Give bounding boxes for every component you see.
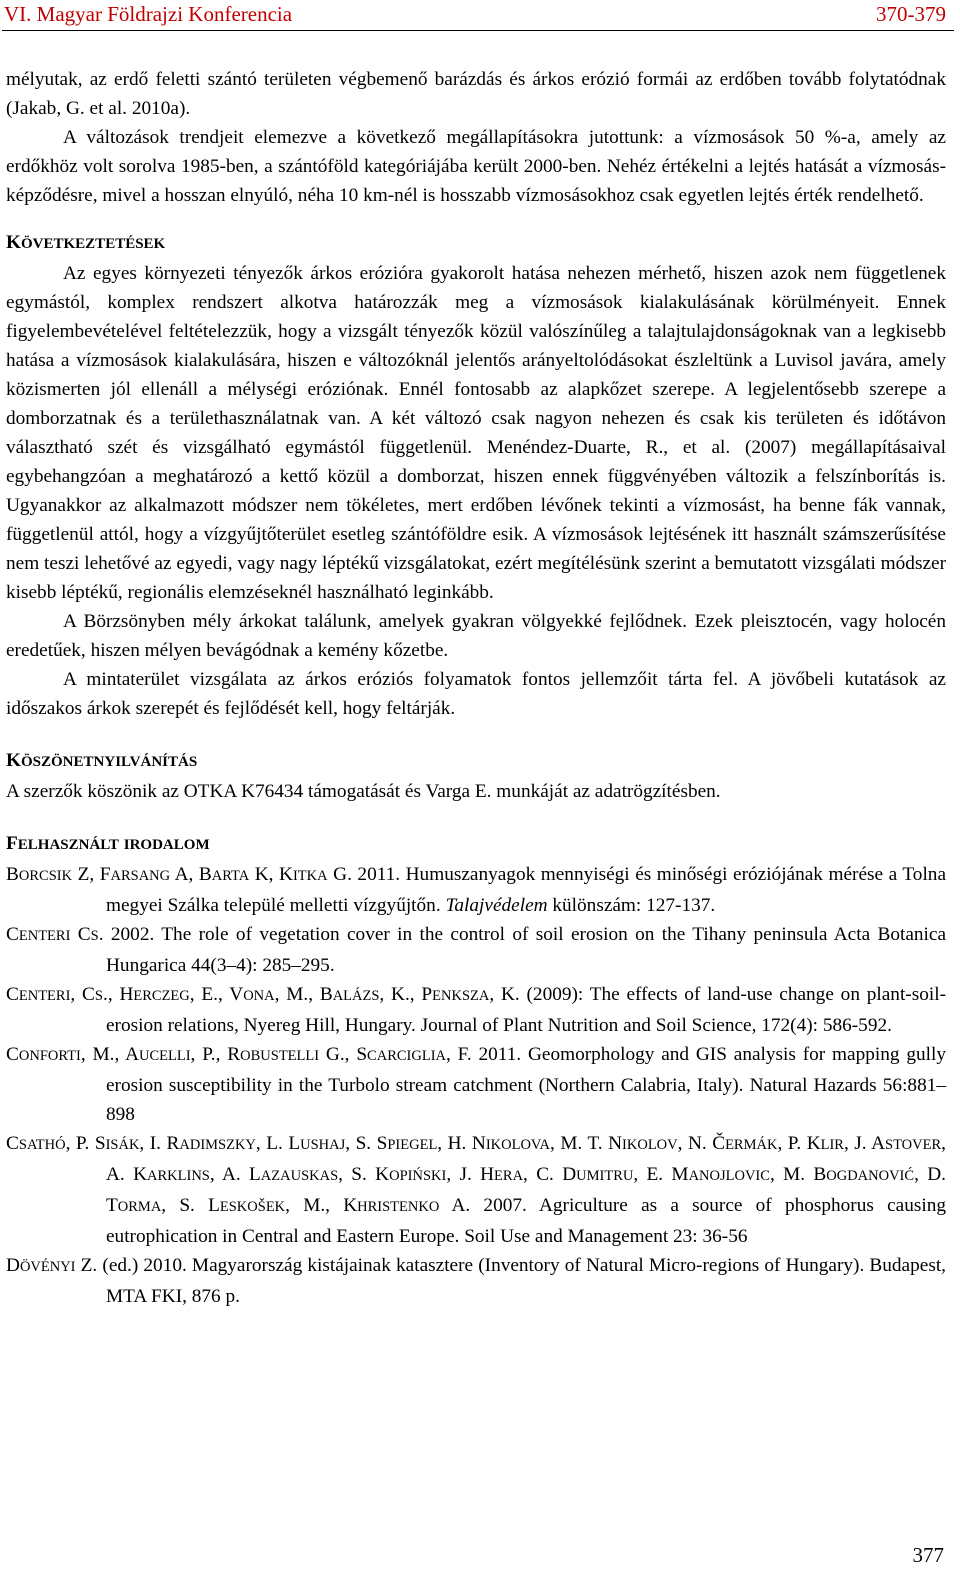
paragraph: A Börzsönyben mély árkokat találunk, amelyek gyakran völgyekké fejlődnek. Ezek pleisztocén, vagy holocén eredetűek, hiszen mélyen bevágódnak a kemény kőzetbe. xyxy=(6,611,946,661)
conference-title: VI. Magyar Földrajzi Konferencia xyxy=(4,2,293,26)
section-heading-references: FELHASZNÁLT IRODALOM xyxy=(6,833,210,854)
paragraph: mélyutak, az erdő feletti szántó területen végbemenő barázdás és árkos erózió formái az erdőben tovább folytatódnak (Jakab, G. et al. 2010a). xyxy=(6,69,946,119)
page-number: 377 xyxy=(912,1543,944,1567)
reference-item: CENTERI CS. 2002. The role of vegetation cover in the control of soil erosion on the Tihany peninsula Acta Botanica Hungarica 44(3–4): 285–295. xyxy=(6,924,946,976)
reference-item: CONFORTI, M., AUCELLI, P., ROBUSTELLI G., SCARCIGLIA, F. 2011. Geomorphology and GIS analysis for mapping gully erosion susceptibility in the Turbolo stream catchment (Northern Calabria, Italy). Natural Hazards 56:881–898 xyxy=(6,1044,946,1125)
reference-item: CSATHÓ, P. SISÁK, I. RADIMSZKY, L. LUSHAJ, S. SPIEGEL, H. NIKOLOVA, M. T. NIKOLOV, N. ČERMÁK, P. KLIR, J. ASTOVER, A. KARKLINS, A. LAZAUSKAS, S. KOPIŃSKI, J. HERA, C. DUMITRU, E. MANOJLOVIC, M. BOGDANOVIĆ, D. TORMA, S. LESKOŠEK, M., KHRISTENKO A. 2007. Agriculture as a source of phosphorus causing eutrophication in Central and Eastern Europe. Soil Use and Management 23: 36-56 xyxy=(6,1133,946,1247)
article-body xyxy=(6,65,946,1311)
acknowledgement-text: A szerzők köszönik az OTKA K76434 támogatását és Varga E. munkáját az adatrögzítésben. xyxy=(6,781,721,802)
paragraph: Az egyes környezeti tényezők árkos erózióra gyakorolt hatása nehezen mérhető, hiszen azok nem függetlenek egymástól, komplex rendszert alkotva határozzák meg a vízmosások kialakulásának körülményeit. Ennek figyelembevételével feltételezzük, hogy a vizsgált tényezők közül valószínűleg a talajtulajdonságoknak van a legkisebb hatása a vízmosások kialakulására, hiszen e változóknál jelentős arányeltolódásokat észleltünk a Luvisol javára, amely közismerten jól ellenáll a mélységi eróziónak. Ennél fontosabb az alapkőzet szerepe. A legjelentősebb szerepe a domborzatnak és a területhasználatnak van. A két változó csak nagyon nehezen és csak kis területen és időtávon választható szét és vizsgálható egymástól függetlenül. Menéndez-Duarte, R., et al. (2007) megállapításaival egybehangzóan a meghatározó a kettő közül a domborzat, hiszen ennek függvényében változik a felszínborítás is. Ugyanakkor az alkalmazott módszer nem tökéletes, mert erdőben lévőnek tekinti a vízmosást, ha benne fák vannak, függetlenül attól, hogy a vízgyűjtőterület esetleg szántóföldre esik. A vízmosások lejtésének itt használt számszerűsítése nem teszi lehetővé az egyedi, vagy nagy léptékű vizsgálatokat, ezért megítélésünk szerint a bemutatott vizsgálati módszer kisebb léptékű, regionális elemzéseknél használható leginkább. xyxy=(6,263,946,603)
paragraph: A mintaterület vizsgálata az árkos eróziós folyamatok fontos jellemzőit tárta fel. A jövőbeli kutatások az időszakos árkok szerepét és fejlődését kell, hogy feltárják. xyxy=(6,669,946,719)
reference-item: DÖVÉNYI Z. (ed.) 2010. Magyarország kistájainak katasztere (Inventory of Natural Micro-regions of Hungary). Budapest, MTA FKI, 876 p. xyxy=(6,1255,946,1307)
section-heading-conclusions: KÖVETKEZTETÉSEK xyxy=(6,232,166,253)
reference-item: CENTERI, CS., HERCZEG, E., VONA, M., BALÁZS, K., PENKSZA, K. (2009): The effects of land-use change on plant-soil-erosion relations, Nyereg Hill, Hungary. Journal of Plant Nutrition and Soil Science, 172(4): 586-592. xyxy=(6,984,947,1036)
section-heading-acknowledgement: KÖSZÖNETNYILVÁNÍTÁS xyxy=(6,750,198,771)
running-header xyxy=(2,0,954,31)
page-range: 370-379 xyxy=(876,2,946,26)
reference-item: BORCSIK Z, FARSANG A, BARTA K, KITKA G. 2011. Humuszanyagok mennyiségi és minőségi eróziójának mérése a Tolna megyei Szálka települé melletti vízgyűjtőn. Talajvédelem különszám: 127-137. xyxy=(6,864,946,916)
paragraph: A változások trendjeit elemezve a következő megállapításokra jutottunk: a vízmosások 50 %-a, amely az erdőkhöz volt sorolva 1985-ben, a szántóföld kategóriájába került 2000-ben. Nehéz értékelni a lejtés hatását a vízmosás-képződésre, mivel a hosszan elnyúló, néha 10 km-nél is hosszabb vízmosásokhoz csak egyetlen lejtés érték rendelhető. xyxy=(6,127,946,206)
